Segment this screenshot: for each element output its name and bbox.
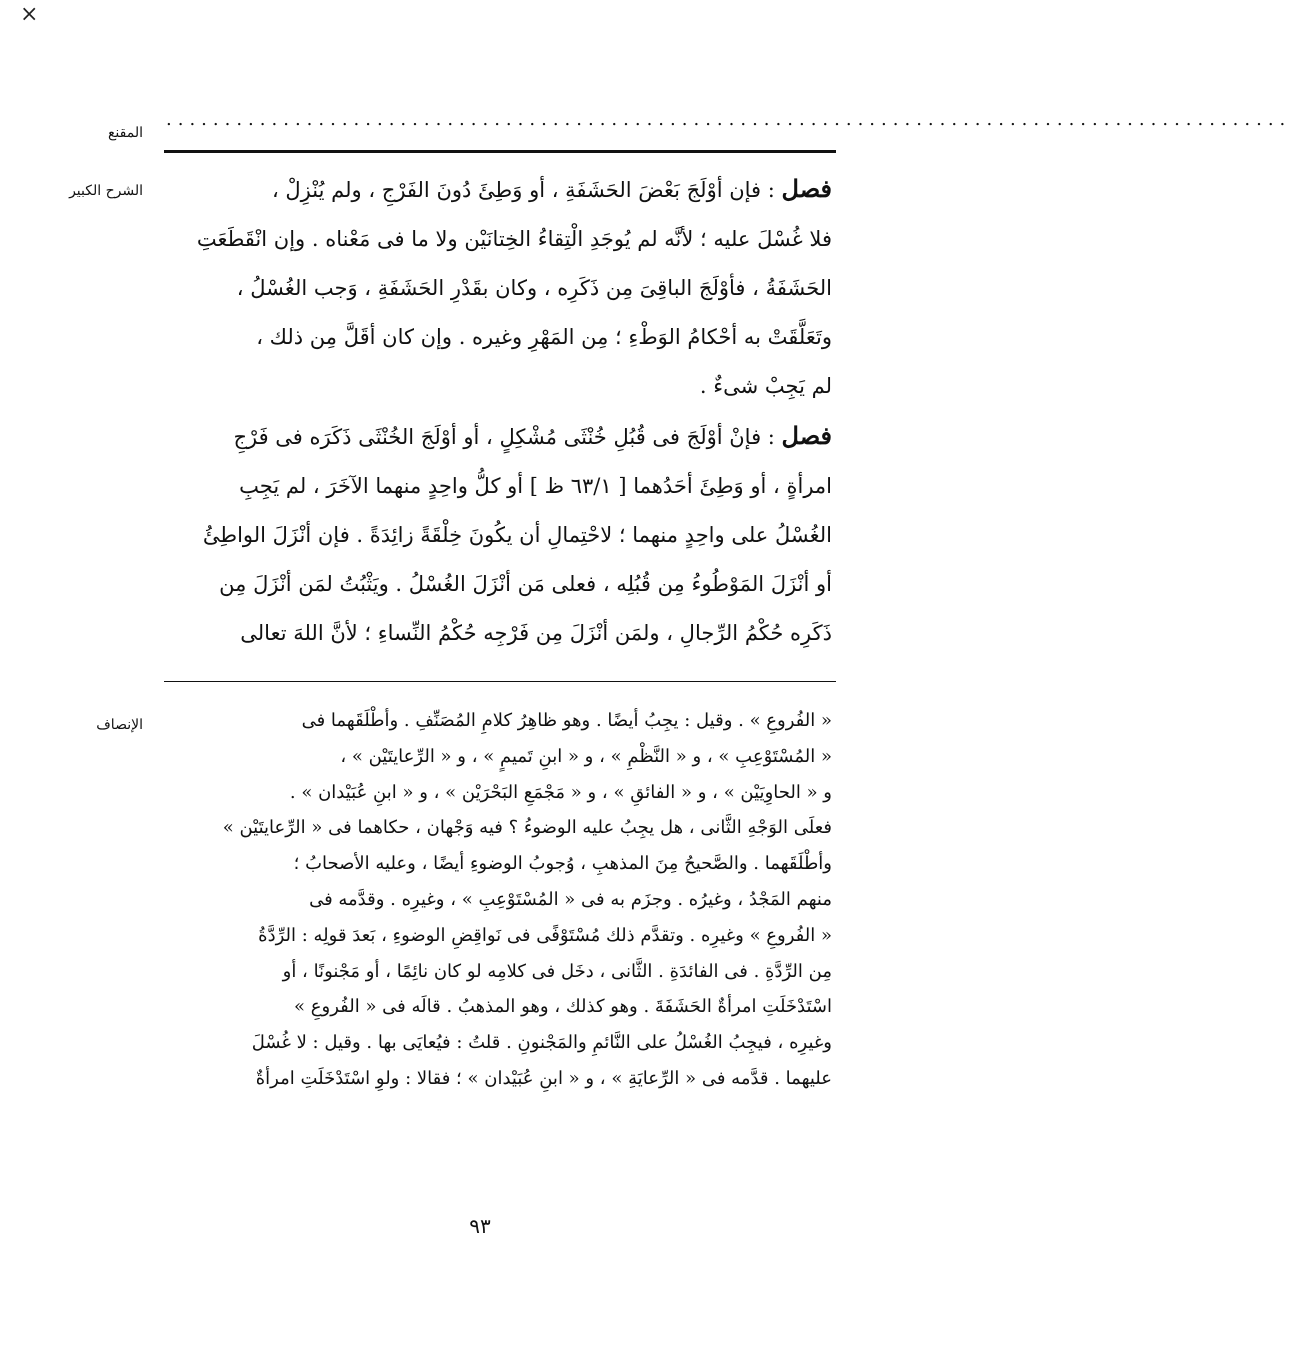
- text-line: منهم المَجْدُ ، وغيرُه . وجزَم به فى « المُسْتَوْعِبِ » ، وغيرِه . وقدَّمه فى: [309, 888, 832, 910]
- text-line: « الفُروعِ » . وقيل : يجِبُ أيضًا . وهو ظاهِرُ كلامِ المُصَنِّفِ . وأطْلَقَهما فى: [301, 710, 832, 731]
- text-line: الغُسْلُ على واحِدٍ منهما ؛ لاحْتِمالِ أن يكُونَ خِلْقَةً زائِدَةً . فإن أنْزَلَ الواطِئُ: [202, 523, 832, 547]
- text-line: أو أنْزَلَ المَوْطُوءُ مِن قُبُلِه ، فعلى مَن أنْزَلَ الغُسْلُ . ويَثْبُتُ لمَن أنْزَلَ مِن: [219, 572, 832, 596]
- text-line: « المُسْتَوْعِبِ » ، و « النَّظْمِ » ، و « ابنِ تَميمٍ » ، و « الرِّعايتَيْن » ،: [340, 745, 832, 767]
- text-line: ذَكَرِه حُكْمُ الرِّجالِ ، ولمَن أنْزَلَ مِن فَرْجِه حُكْمُ النِّساءِ ؛ لأنَّ اللهَ تعالى: [240, 621, 832, 645]
- fasl2-first-line: [168, 411, 832, 462]
- sharh-text: [168, 164, 832, 658]
- fasl2-first-line-text: : فإنْ أوْلَجَ فى قُبُلِ خُنْثَى مُشْكِلٍ ، أو أوْلَجَ الخُنْثَى ذَكَرَه فى فَرْجِ: [233, 425, 782, 449]
- text-line: امرأةٍ ، أو وَطِئَ أحَدُهما [ ٦٣/١ ظ ] أو كلُّ واحِدٍ منهما الآخَرَ ، لم يَجِبِ: [239, 474, 832, 498]
- fasl1-first-line-text: : فإن أوْلَجَ بَعْضَ الحَشَفَةِ ، أو وَطِئَ دُونَ الفَرْجِ ، ولم يُنْزِلْ ،: [271, 178, 782, 202]
- text-line: فعلَى الوَجْهِ الثَّانى ، هل يجِبُ عليه الوضوءُ ؟ فيه وَجْهان ، حكاهما فى « الرِّعايتَيْن »: [222, 817, 832, 839]
- text-line: وغيرِه ، فيجِبُ الغُسْلُ على النَّائمِ والمَجْنونِ . قلتُ : فيُعايَى بها . وقيل : لا غُسْلَ: [251, 1032, 832, 1054]
- text-line: وتَعَلَّقَتْ به أحْكامُ الوَطْءِ ؛ مِن المَهْرِ وغيره . وإن كان أقَلَّ مِن ذلك ،: [256, 325, 832, 349]
- fasl-label: فصل: [781, 174, 832, 203]
- text-line: فلا غُسْلَ عليه ؛ لأنَّه لم يُوجَدِ الْتِقاءُ الخِتانَيْن ولا ما فى مَعْناه . وإن انْقَطَعَتِ: [196, 227, 832, 251]
- margin-label-sharh: الشرح الكبير: [69, 183, 143, 199]
- fasl1-first-line: [168, 164, 832, 215]
- running-header-book-title: المقنع: [107, 125, 143, 141]
- fasl-label: فصل: [781, 421, 832, 450]
- text-line: عليهما . قدَّمه فى « الرِّعايَةِ » ، و « ابنِ عُبَيْدان » ؛ فقالا : ولوِ اسْتَدْخَلَتِ امرأةٌ: [255, 1067, 832, 1089]
- text-line: اسْتَدْخَلَتِ امرأةٌ الحَشَفَةَ . وهو كذلك ، وهو المذهبُ . قالَه فى « الفُروعِ »: [294, 996, 832, 1018]
- text-line: و « الحاوِيَيْن » ، و « الفائقِ » ، و « مَجْمَعِ البَحْرَيْن » ، و « ابنِ عُبَيْدان » .: [289, 781, 832, 803]
- header-dotted-rule: ................................................................................................: [166, 109, 1291, 130]
- header-rule: [164, 150, 836, 153]
- text-line: وأطْلَقَهما . والصَّحيحُ مِنَ المذهبِ ، وُجوبُ الوضوءِ أيضًا ، وعليه الأصحابُ ؛: [293, 853, 832, 875]
- insaf-text: [168, 703, 832, 1097]
- text-line: « الفُروعِ » وغيرِه . وتقدَّم ذلك مُسْتَوْفًى فى نَواقِضِ الوضوءِ ، بَعدَ قولِه : الرِّدَّةُ: [258, 924, 832, 946]
- text-line: لم يَجِبْ شىءٌ .: [699, 374, 832, 398]
- corner-mark: ×: [20, 2, 39, 27]
- text-line: مِن الرِّدَّةِ . فى الفائدَةِ . الثَّانى ، دخَل فى كلامِه لو كان نائِمًا ، أو مَجْنونًا ، أو: [282, 960, 832, 982]
- margin-label-insaf: الإنصاف: [96, 717, 143, 733]
- section-divider: [164, 681, 836, 682]
- page-number: ٩٣: [469, 1214, 491, 1238]
- text-line: الحَشَفَةُ ، فأوْلَجَ الباقِىَ مِن ذَكَرِه ، وكان بقَدْرِ الحَشَفَةِ ، وَجب الغُسْلُ ،: [236, 276, 832, 300]
